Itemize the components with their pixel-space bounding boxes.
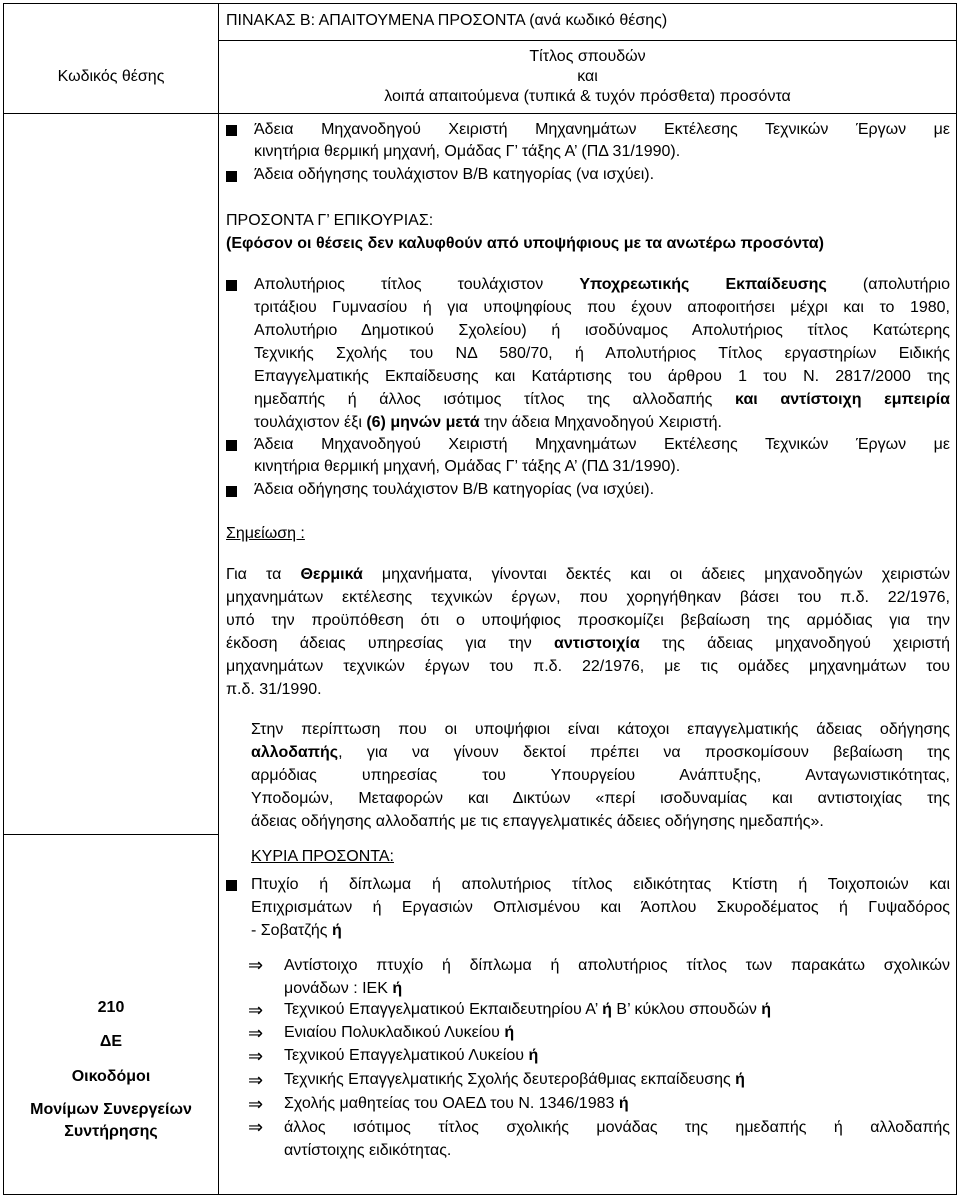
block1-item2: Άδεια οδήγησης τουλάχιστον Β/Β κατηγορίας (να ισχύει).: [254, 166, 655, 183]
text-span: Για τα: [226, 566, 301, 583]
arrow-icon: ⇒: [248, 1000, 264, 1020]
bullet-square: [226, 280, 237, 291]
bold-span: ή: [331, 922, 342, 939]
bold-span: ή: [504, 1024, 515, 1041]
alt-qualification-5: [284, 1069, 745, 1091]
text-line: [226, 632, 950, 655]
text-span: Απολυτήριος τίτλος τουλάχιστον: [254, 276, 580, 293]
text-line: Πτυχίο ή δίπλωμα ή απολυτήριος τίτλος ειδικότητας Κτίστη ή Τοιχοποιών και: [251, 876, 950, 893]
text-span: την άδεια Μηχανοδηγού Χειριστή.: [479, 414, 722, 431]
header-code-column: Κωδικός θέσης: [57, 68, 165, 85]
note-title-text: Σημείωση :: [226, 525, 305, 542]
auxiliary-paragraph2: [254, 433, 950, 456]
text-span: μονάδων : ΙΕΚ: [284, 980, 393, 997]
position-subtitle-line1: Μονίμων Συνεργείων: [30, 1101, 192, 1118]
bold-span: Υποχρεωτικής Εκπαίδευσης: [579, 276, 827, 293]
arrow-icon: ⇒: [248, 955, 264, 975]
position-category: ΔΕ: [99, 1033, 123, 1050]
arrow-icon: ⇒: [248, 1023, 264, 1043]
header-title-line1: Τίτλος σπουδών: [529, 48, 646, 65]
left-col-divider: [3, 834, 219, 835]
auxiliary-paragraph2-line2: κινητήρια θερμική μηχανή, Ομάδας Γ’ τάξης Α’ (ΠΔ 31/1990).: [254, 458, 681, 475]
table-title: ΠΙΝΑΚΑΣ Β: ΑΠΑΙΤΟΥΜΕΝΑ ΠΡΟΣΟΝΤΑ (ανά κωδικό θέσης): [226, 12, 668, 29]
text-span: μηχανήματα, γίνονται δεκτές και οι άδειες μηχανοδηγών χειριστών: [362, 566, 950, 583]
text-line: Στην περίπτωση που οι υποψήφιοι είναι κάτοχοι επαγγελματικής άδειας οδήγησης: [251, 721, 950, 738]
text-span: Τεχνικού Επαγγελματικού Λυκείου: [284, 1047, 529, 1064]
header-title-line3: λοιπά απαιτούμενα (τυπικά & τυχόν πρόσθετα) προσόντα: [384, 88, 791, 105]
position-code: 210: [97, 999, 125, 1016]
alt-qualification-3: [284, 1022, 514, 1044]
bullet-square: [226, 440, 237, 451]
text-span: Τεχνικού Επαγγελματικού Εκπαιδευτηρίου Α’: [284, 1001, 603, 1018]
bold-span: (6) μηνών μετά: [366, 414, 480, 431]
text-line: [251, 741, 950, 764]
main-qualifications-title-text: ΚΥΡΙΑ ΠΡΟΣΟΝΤΑ:: [251, 848, 394, 865]
text-span: - Σοβατζής: [251, 922, 332, 939]
text-line: μηχανημάτων τεχνικών έργων του π.δ. 22/1976, με τις ομάδες μηχανημάτων του: [226, 658, 950, 675]
note-paragraph: [226, 563, 950, 701]
text-line: υπό την προϋπόθεση ότι ο υποψήφιος προσκομίζει βεβαίωση της αρμόδιας για την: [226, 612, 950, 629]
text-line: αρμόδιας υπηρεσίας του Υπουργείου Ανάπτυξης, Ανταγωνιστικότητας,: [251, 767, 950, 784]
text-line: Τεχνικής Σχολής του ΝΔ 580/70, ή Απολυτήριος Τίτλος εργαστηρίων Ειδικής: [254, 345, 950, 362]
bold-span: αλλοδαπής: [251, 744, 339, 761]
text-span: έκδοση άδειας υπηρεσίας για την: [226, 635, 554, 652]
bold-span: ή: [735, 1071, 745, 1088]
auxiliary-title: ΠΡΟΣΟΝΤΑ Γ’ ΕΠΙΚΟΥΡΙΑΣ:: [226, 212, 434, 229]
border-bottom: [3, 1194, 957, 1195]
text-line: Αντίστοιχο πτυχίο ή δίπλωμα ή απολυτήριος τίτλος των παρακάτω σχολικών: [284, 957, 950, 974]
auxiliary-paragraph3: Άδεια οδήγησης τουλάχιστον Β/Β κατηγορίας (να ισχύει).: [254, 481, 655, 498]
text-line: μηχανημάτων εκτέλεσης τεχνικών έργων, που χορηγήθηκαν βάσει του π.δ. 22/1976,: [226, 589, 950, 606]
text-span: της άδειας μηχανοδηγού χειριστή: [639, 635, 950, 652]
text-line: Επιχρισμάτων ή Εργασιών Οπλισμένου και Άοπλου Σκυροδέματος ή Γυψαδόρος: [251, 899, 950, 916]
text-line: π.δ. 31/1990.: [226, 681, 322, 698]
alt-qualification-2: [284, 999, 771, 1021]
text-span: (απολυτήριο: [826, 276, 950, 293]
header-title-line2: και: [577, 68, 598, 85]
main-qualification-degree: [251, 873, 950, 942]
bullet-square: [226, 880, 237, 891]
arrow-icon: ⇒: [248, 1117, 264, 1137]
text-line: άλλος ισότιμος τίτλος σχολικής μονάδας της ημεδαπής ή αλλοδαπής: [284, 1119, 950, 1136]
text-line: άδειας οδήγησης αλλοδαπής με τις επαγγελματικές άδειες οδήγησης ημεδαπής».: [251, 813, 824, 830]
bullet-square: [226, 171, 237, 182]
main-qualifications-title: [251, 846, 394, 868]
text-span: Τεχνικής Επαγγελματικής Σχολής δευτεροβάθμιας εκπαίδευσης: [284, 1071, 736, 1088]
foreign-license-paragraph: [251, 718, 950, 833]
bold-span: και αντίστοιχη εμπειρία: [735, 391, 951, 408]
text-span: τουλάχιστον έξι: [254, 414, 367, 431]
bullet-square: [226, 125, 237, 136]
text-line: Άδεια Μηχανοδηγού Χειριστή Μηχανημάτων Εκτέλεσης Τεχνικών Έργων με: [254, 121, 950, 138]
arrow-icon: ⇒: [248, 1046, 264, 1066]
bold-span: ή: [761, 1001, 772, 1018]
alt-qualification-4: [284, 1045, 538, 1067]
alt-qualification-6: [284, 1093, 629, 1115]
text-line: [284, 977, 950, 1000]
text-span: Β’ κύκλου σπουδών: [611, 1001, 762, 1018]
block1-item1: [254, 118, 950, 141]
alt-qualification-7: [284, 1116, 950, 1162]
text-line: [254, 388, 950, 411]
bold-span: ή: [602, 1001, 612, 1018]
text-line: [254, 273, 950, 296]
bold-span: Θερμικά: [300, 566, 363, 583]
text-span: ημεδαπής ή άλλος ισότιμος τίτλος της αλλοδαπής: [254, 391, 736, 408]
text-line: Υποδομών, Μεταφορών και Δικτύων «περί ισοδυναμίας και αντιστοιχίας της: [251, 790, 950, 807]
position-title: Οικοδόμοι: [71, 1068, 151, 1085]
text-line: Επαγγελματικής Εκπαίδευσης και Κατάρτισης του άρθρου 1 του Ν. 2817/2000 της: [254, 368, 950, 385]
block1-item1-line2: κινητήρια θερμική μηχανή, Ομάδας Γ’ τάξης Α’ (ΠΔ 31/1990).: [254, 143, 681, 160]
text-line: Απολυτήριο Δημοτικού Σχολείου) ή ισοδύναμος Απολυτήριος τίτλος Κατώτερης: [254, 322, 950, 339]
text-line: [251, 919, 950, 942]
bullet-square: [226, 486, 237, 497]
text-span: Σχολής μαθητείας του ΟΑΕΔ του Ν. 1346/1983: [284, 1095, 619, 1112]
text-line: αντίστοιχης ειδικότητας.: [284, 1142, 452, 1159]
position-subtitle-line2: Συντήρησης: [64, 1123, 158, 1140]
bold-span: αντιστοιχία: [554, 635, 640, 652]
auxiliary-paragraph1: [254, 273, 950, 434]
note-title: [226, 523, 305, 545]
text-line: [254, 411, 950, 434]
arrow-icon: ⇒: [248, 1070, 264, 1090]
arrow-icon: ⇒: [248, 1094, 264, 1114]
text-line: τριτάξιου Γυμνασίου ή για υποψηφίους που έχουν αποφοιτήσει μέχρι και το 1980,: [254, 299, 950, 316]
header-row-divider: [3, 113, 957, 114]
border-right: [956, 3, 957, 1195]
bold-span: ή: [392, 980, 403, 997]
alt-qualification-1: [284, 954, 950, 1000]
bold-span: ή: [618, 1095, 629, 1112]
border-top: [3, 3, 957, 4]
text-line: Άδεια Μηχανοδηγού Χειριστή Μηχανημάτων Εκτέλεσης Τεχνικών Έργων με: [254, 436, 950, 453]
auxiliary-subtitle: (Εφόσον οι θέσεις δεν καλυφθούν από υποψήφιους με τα ανωτέρω προσόντα): [226, 235, 824, 252]
text-span: , για να γίνουν δεκτοί πρέπει να προσκομίσουν βεβαίωση της: [338, 744, 950, 761]
text-span: Ενιαίου Πολυκλαδικού Λυκείου: [284, 1024, 505, 1041]
title-row-divider: [218, 40, 957, 41]
bold-span: ή: [528, 1047, 539, 1064]
text-line: [226, 563, 950, 586]
